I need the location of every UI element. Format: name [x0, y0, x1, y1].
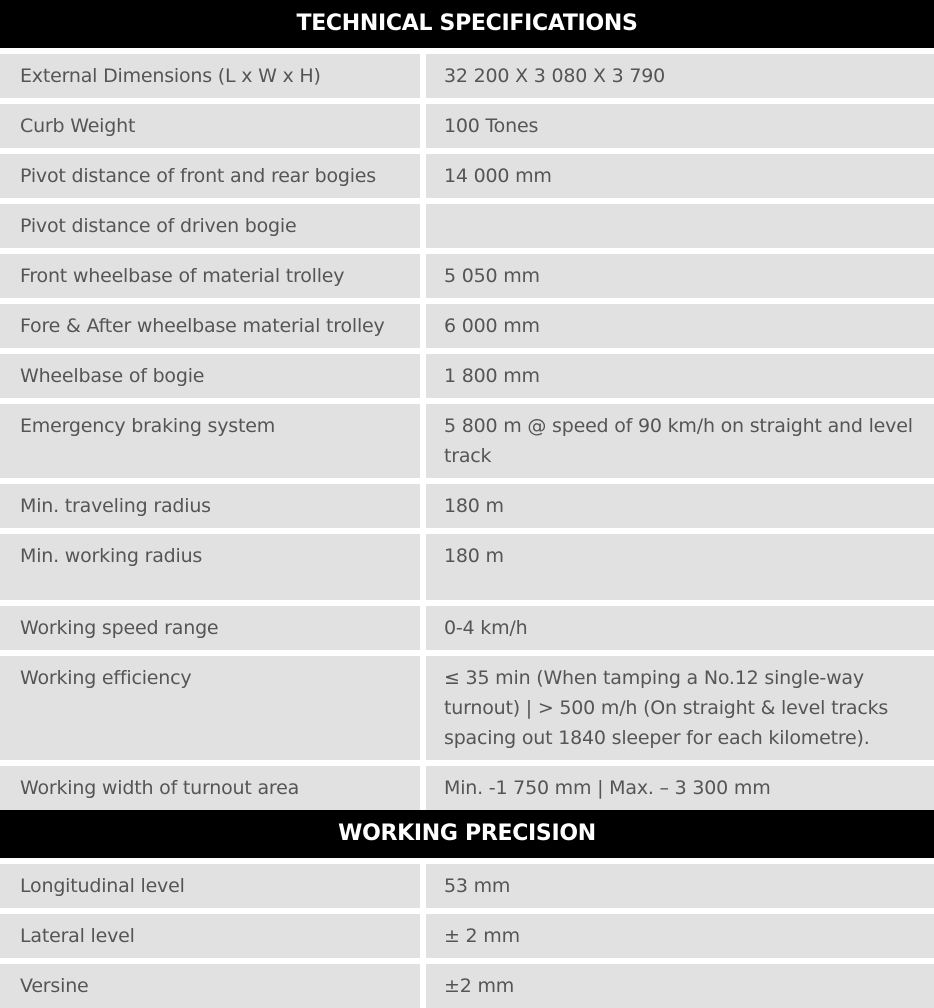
- table-row: [0, 348, 934, 398]
- spec-label: Working speed range: [0, 606, 420, 650]
- table-row: [0, 48, 934, 98]
- spec-label: Emergency braking system: [0, 404, 420, 478]
- spec-label: Wheelbase of bogie: [0, 354, 420, 398]
- spec-value: 6 000 mm: [426, 304, 934, 348]
- table-row: [0, 858, 934, 908]
- table-row: [0, 958, 934, 1008]
- spec-label: Working efficiency: [0, 656, 420, 760]
- spec-label: Fore & After wheelbase material trolley: [0, 304, 420, 348]
- table-row: [0, 650, 934, 760]
- spec-value: 1 800 mm: [426, 354, 934, 398]
- spec-label: Longitudinal level: [0, 864, 420, 908]
- section-header-working-precision: WORKING PRECISION: [0, 810, 934, 858]
- spec-value: 5 050 mm: [426, 254, 934, 298]
- spec-value: 14 000 mm: [426, 154, 934, 198]
- table-row: [0, 198, 934, 248]
- table-row: [0, 98, 934, 148]
- table-row: [0, 298, 934, 348]
- spec-label: Working width of turnout area: [0, 766, 420, 810]
- spec-label: Pivot distance of driven bogie: [0, 204, 420, 248]
- spec-label: Curb Weight: [0, 104, 420, 148]
- spec-label: Pivot distance of front and rear bogies: [0, 154, 420, 198]
- spec-value: ±2 mm: [426, 964, 934, 1008]
- spec-value: 100 Tones: [426, 104, 934, 148]
- spec-value: Min. -1 750 mm | Max. – 3 300 mm: [426, 766, 934, 810]
- table-row: [0, 908, 934, 958]
- table-row: [0, 600, 934, 650]
- spec-label: External Dimensions (L x W x H): [0, 54, 420, 98]
- table-row: [0, 760, 934, 810]
- table-row: [0, 398, 934, 478]
- spec-value: ± 2 mm: [426, 914, 934, 958]
- spec-value: 180 m: [426, 534, 934, 600]
- table-row: [0, 248, 934, 298]
- table-row: [0, 148, 934, 198]
- spec-value: [426, 204, 934, 248]
- spec-label: Lateral level: [0, 914, 420, 958]
- spec-value: 32 200 X 3 080 X 3 790: [426, 54, 934, 98]
- spec-value: 5 800 m @ speed of 90 km/h on straight and level track: [426, 404, 934, 478]
- spec-value: ≤ 35 min (When tamping a No.12 single-way turnout) | > 500 m/h (On straight & level tracks spacing out 1840 sleeper for each kilometre).: [426, 656, 934, 760]
- spec-value: 0-4 km/h: [426, 606, 934, 650]
- spec-label: Versine: [0, 964, 420, 1008]
- spec-label: Front wheelbase of material trolley: [0, 254, 420, 298]
- spec-value: 180 m: [426, 484, 934, 528]
- table-row: [0, 528, 934, 600]
- section-header-technical-specifications: TECHNICAL SPECIFICATIONS: [0, 0, 934, 48]
- spec-label: Min. working radius: [0, 534, 420, 600]
- spec-value: 53 mm: [426, 864, 934, 908]
- table-row: [0, 478, 934, 528]
- spec-label: Min. traveling radius: [0, 484, 420, 528]
